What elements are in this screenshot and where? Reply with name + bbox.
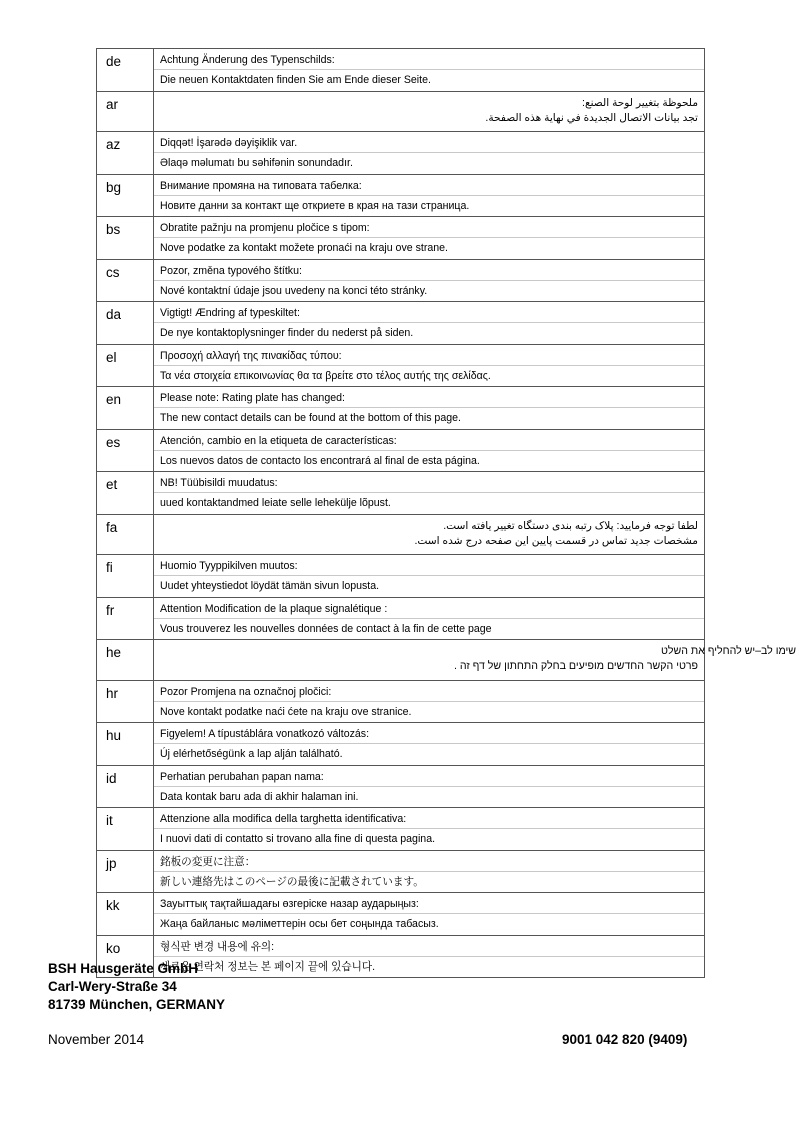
language-code: hu bbox=[97, 723, 154, 766]
document-number: 9001 042 820 (9409) bbox=[562, 1032, 688, 1047]
notice-detail: Vous trouverez les nouvelles données de contact à la fin de cette page bbox=[160, 622, 492, 635]
language-code: id bbox=[97, 765, 154, 808]
notice-row-az bbox=[97, 132, 705, 175]
notice-heading: Attenzione alla modifica della targhetta identificativa: bbox=[154, 808, 704, 829]
notice-detail: I nuovi dati di contatto si trovano alla fine di questa pagina. bbox=[160, 833, 436, 846]
notice-message bbox=[154, 344, 705, 387]
notice-row-hu bbox=[97, 723, 705, 766]
language-code: jp bbox=[97, 850, 154, 893]
language-code: es bbox=[97, 429, 154, 472]
language-code: hr bbox=[97, 680, 154, 723]
notice-message bbox=[154, 174, 705, 217]
notice-message bbox=[154, 935, 705, 978]
notice-heading: Perhatian perubahan papan nama: bbox=[154, 766, 704, 787]
notice-heading: Figyelem! A típustáblára vonatkozó változás: bbox=[154, 723, 704, 744]
language-code: az bbox=[97, 132, 154, 175]
notice-message bbox=[154, 850, 705, 893]
language-code: et bbox=[97, 472, 154, 515]
notice-table-body bbox=[97, 49, 796, 978]
notice-message bbox=[154, 132, 705, 175]
notice-message bbox=[154, 387, 705, 430]
notice-row-da bbox=[97, 302, 705, 345]
notice-heading: שימו לב–יש להחליף את השלט bbox=[661, 645, 796, 657]
notice-row-el bbox=[97, 344, 705, 387]
language-notice-table bbox=[96, 48, 796, 978]
notice-message bbox=[154, 765, 705, 808]
notice-row-kk bbox=[97, 893, 705, 936]
notice-detail: Data kontak baru ada di akhir halaman ini. bbox=[160, 790, 359, 803]
notice-heading: 銘板の変更に注意： bbox=[154, 851, 704, 872]
notice-message bbox=[154, 597, 705, 640]
notice-heading: Pozor Promjena na označnoj pločici: bbox=[154, 681, 704, 702]
notice-message bbox=[154, 808, 705, 851]
notice-message bbox=[154, 514, 705, 555]
notice-heading: 형식판 변경 내용에 유의: bbox=[154, 936, 704, 957]
notice-row-it bbox=[97, 808, 705, 851]
notice-message bbox=[154, 91, 705, 132]
language-code: en bbox=[97, 387, 154, 430]
notice-row-fr bbox=[97, 597, 705, 640]
notice-row-bs bbox=[97, 217, 705, 260]
notice-detail: Los nuevos datos de contacto los encontrará al final de esta página. bbox=[160, 454, 480, 467]
notice-heading: NB! Tüübisildi muudatus: bbox=[154, 472, 704, 493]
notice-detail: Nové kontaktní údaje jsou uvedeny na konci této stránky. bbox=[160, 284, 428, 297]
language-code: bg bbox=[97, 174, 154, 217]
notice-detail: Τα νέα στοιχεία επικοινωνίας θα τα βρείτε στο τέλος αυτής της σελίδας. bbox=[160, 369, 491, 382]
language-code: da bbox=[97, 302, 154, 345]
notice-message bbox=[154, 302, 705, 345]
notice-row-en bbox=[97, 387, 705, 430]
company-name: BSH Hausgeräte GmbH bbox=[48, 961, 199, 976]
notice-detail: uued kontaktandmed leiate selle lehekülje lõpust. bbox=[160, 497, 391, 510]
notice-message bbox=[154, 429, 705, 472]
notice-detail: 새로운 연락처 정보는 본 페이지 끝에 있습니다. bbox=[160, 960, 376, 973]
language-code: kk bbox=[97, 893, 154, 936]
notice-detail: Nove kontakt podatke naći ćete na kraju ove stranice. bbox=[160, 705, 412, 718]
notice-heading: لطفا توجه فرمایید: پلاک رتبه بندی دستگاه تغییر یافته است. bbox=[443, 519, 698, 532]
notice-detail: The new contact details can be found at the bottom of this page. bbox=[160, 412, 461, 425]
notice-row-cs bbox=[97, 259, 705, 302]
notice-heading: Pozor, změna typového štítku: bbox=[154, 260, 704, 281]
notice-row-ar bbox=[97, 91, 705, 132]
language-code: fr bbox=[97, 597, 154, 640]
notice-message bbox=[154, 555, 705, 598]
notice-row-fi bbox=[97, 555, 705, 598]
language-code: ko bbox=[97, 935, 154, 978]
notice-row-he bbox=[97, 640, 705, 681]
notice-detail: مشخصات جدید تماس در قسمت پایین این صفحه درج شده است. bbox=[414, 534, 698, 547]
notice-message bbox=[154, 472, 705, 515]
notice-message bbox=[154, 217, 705, 260]
language-code: fi bbox=[97, 555, 154, 598]
company-city: 81739 München, GERMANY bbox=[48, 997, 226, 1012]
notice-row-de bbox=[97, 49, 705, 92]
notice-detail: 新しい連絡先はこのページの最後に記載されています。 bbox=[160, 875, 424, 888]
notice-heading: Diqqət! İşarədə dəyişiklik var. bbox=[154, 132, 704, 153]
notice-heading: Attention Modification de la plaque signalétique : bbox=[154, 598, 704, 619]
notice-row-fa bbox=[97, 514, 705, 555]
notice-heading: Προσοχή αλλαγή της πινακίδας τύπου: bbox=[154, 345, 704, 366]
notice-message bbox=[154, 680, 705, 723]
notice-detail: Nove podatke za kontakt možete pronaći na kraju ove strane. bbox=[160, 242, 448, 255]
language-code: cs bbox=[97, 259, 154, 302]
notice-detail: Die neuen Kontaktdaten finden Sie am Ende dieser Seite. bbox=[160, 74, 431, 87]
notice-message bbox=[154, 259, 705, 302]
notice-heading: Please note: Rating plate has changed: bbox=[154, 387, 704, 408]
notice-heading: Vigtigt! Ændring af typeskiltet: bbox=[154, 302, 704, 323]
notice-heading: Huomio Tyyppikilven muutos: bbox=[154, 555, 704, 576]
notice-row-id bbox=[97, 765, 705, 808]
language-code: it bbox=[97, 808, 154, 851]
notice-message bbox=[154, 640, 796, 681]
notice-detail: تجد بيانات الاتصال الجديدة في نهاية هذه الصفحة. bbox=[485, 111, 698, 124]
language-code: el bbox=[97, 344, 154, 387]
notice-detail: Uudet yhteystiedot löydät tämän sivun lopusta. bbox=[160, 580, 380, 593]
language-code: bs bbox=[97, 217, 154, 260]
language-code: de bbox=[97, 49, 154, 92]
notice-detail: Новите данни за контакт ще откриете в края на тази страница. bbox=[160, 199, 470, 212]
notice-heading: Зауыттық тақтайшадағы өзгеріске назар аударыңыз: bbox=[154, 893, 704, 914]
company-street: Carl-Wery-Straße 34 bbox=[48, 979, 177, 994]
document-date: November 2014 bbox=[48, 1032, 145, 1047]
language-code: ar bbox=[97, 91, 154, 132]
notice-heading: ملحوظة بتغيير لوحة الصنع: bbox=[582, 96, 698, 109]
notice-heading: Obratite pažnju na promjenu pločice s tipom: bbox=[154, 217, 704, 238]
notice-row-es bbox=[97, 429, 705, 472]
language-code: he bbox=[97, 640, 154, 681]
language-code: fa bbox=[97, 514, 154, 555]
company-address bbox=[48, 960, 225, 1014]
notice-row-jp bbox=[97, 850, 705, 893]
notice-heading: Atención, cambio en la etiqueta de características: bbox=[154, 430, 704, 451]
notice-row-hr bbox=[97, 680, 705, 723]
notice-detail: Əlaqə məlumatı bu səhifənin sonundadır. bbox=[160, 157, 353, 170]
notice-row-bg bbox=[97, 174, 705, 217]
notice-heading: Внимание промяна на типовата табелка: bbox=[154, 175, 704, 196]
notice-detail: פרטי הקשר החדשים מופיעים בחלק התחתון של דף זה . bbox=[453, 660, 698, 672]
notice-message bbox=[154, 893, 705, 936]
notice-row-et bbox=[97, 472, 705, 515]
notice-message bbox=[154, 723, 705, 766]
notice-detail: De nye kontaktoplysninger finder du nederst på siden. bbox=[160, 327, 414, 340]
notice-detail: Új elérhetőségünk a lap alján található. bbox=[160, 748, 343, 761]
notice-detail: Жаңа байланыс мәліметтерін осы бет соңында табасыз. bbox=[160, 918, 439, 931]
notice-message bbox=[154, 49, 705, 92]
notice-heading: Achtung Änderung des Typenschilds: bbox=[154, 49, 704, 70]
